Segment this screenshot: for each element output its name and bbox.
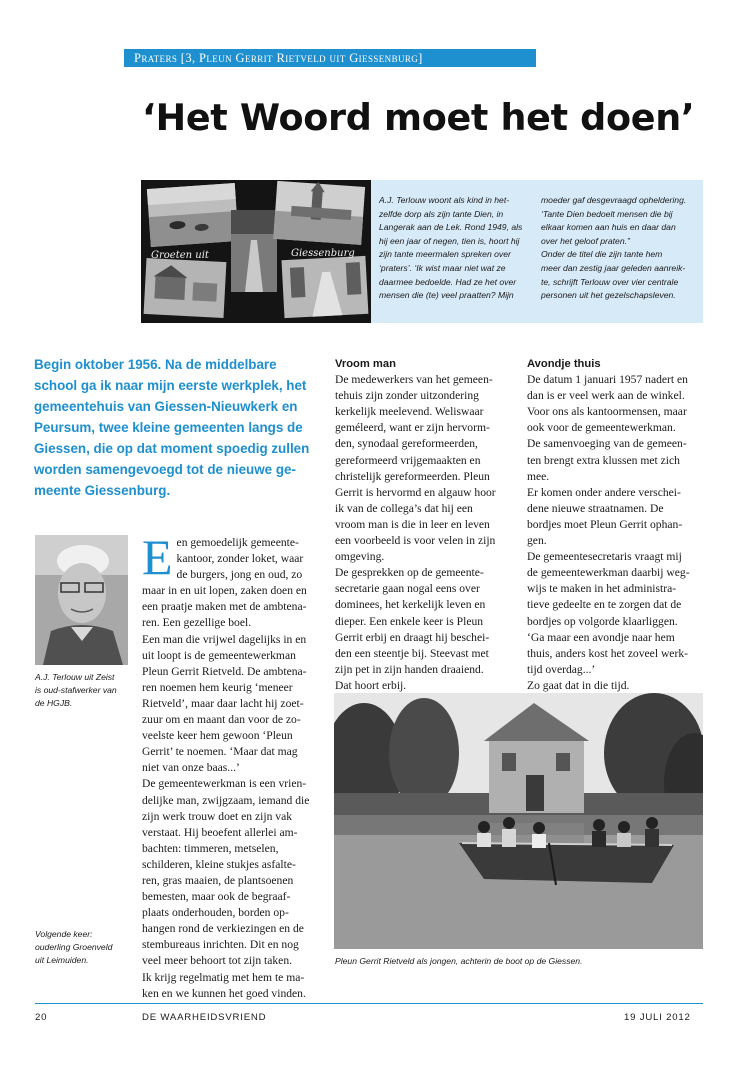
body-line: de gemeentewerkman daarbij weg- xyxy=(527,566,690,580)
body-line: plaats onderhouden, borden op- xyxy=(142,906,289,920)
body-line: De gemeentewerkman is een vrien- xyxy=(142,777,307,791)
portrait-caption xyxy=(35,671,135,710)
body-line: De medewerkers van het gemeen- xyxy=(335,373,493,387)
caption-column-1 xyxy=(379,194,529,303)
body-line: ook voor de gemeentewerkman. xyxy=(527,421,676,435)
body-line: De gemeentesecretaris vraagt mij xyxy=(527,550,682,564)
body-line: kerkelijk meelevend. Weliswaar xyxy=(335,405,484,419)
body-line: Rietveld’, maar daar lacht hij zoet- xyxy=(142,696,304,710)
body-line: De datum 1 januari 1957 nadert en xyxy=(527,373,688,387)
body-line: tehuis zijn zonder uitzondering xyxy=(335,389,479,403)
body-line: maar in en uit lopen, zaken doen en xyxy=(142,584,307,598)
issue-date: 19 JULI 2012 xyxy=(624,1012,691,1023)
caption-line: Onder de titel die zijn tante hem xyxy=(541,249,663,260)
body-line: geméleerd, want er zijn hervorm- xyxy=(335,421,490,435)
body-line: dieper. Een enkele keer is Pleun xyxy=(335,614,484,628)
body-line: tijd overdag...’ xyxy=(527,662,596,676)
next-episode-line: uit Leimuiden. xyxy=(35,955,89,965)
caption-line: Langerak aan de Lek. Rond 1949, als xyxy=(379,222,523,233)
body-line: Dat hoort erbij. xyxy=(335,678,407,692)
body-line: een voorbeeld is voor velen in zijn xyxy=(335,534,496,548)
boat-photo-illustration xyxy=(334,693,703,949)
portrait-illustration xyxy=(35,535,128,665)
postcard-text-right: Giessenburg xyxy=(291,248,355,259)
portrait-caption-line: de HGJB. xyxy=(35,698,73,708)
body-line: wijs te maken in het administra- xyxy=(527,582,677,596)
body-line: vroom man is die in leer en leven xyxy=(335,517,490,531)
body-line: delijke man, zwijgzaam, iemand die xyxy=(142,793,310,807)
dropcap: E xyxy=(142,529,173,585)
body-line: kantoor, zonder loket, waar xyxy=(176,552,304,566)
intro-line: gemeentehuis van Giessen-Nieuwkerk en xyxy=(34,399,298,414)
body-line: omgeving. xyxy=(335,550,385,564)
body-line: Gerrit is hervormd en algauw hoor xyxy=(335,485,496,499)
body-line: bordjes op volgorde klaarliggen. xyxy=(527,614,678,628)
author-portrait xyxy=(35,535,128,665)
postcard-illustration xyxy=(141,180,371,323)
body-line: en gemoedelijk gemeente- xyxy=(176,536,299,549)
intro-line: school ga ik naar mijn eerste werkplek, het xyxy=(34,378,307,393)
body-line: veelste keer hem gewoon ‘Pleun xyxy=(142,729,293,743)
body-line: De samenvoeging van de gemeen- xyxy=(527,437,687,451)
caption-line: zijn tante meermalen spreken over xyxy=(379,249,511,260)
subheading-vroom-man: Vroom man xyxy=(335,358,396,370)
intro-line: Begin oktober 1956. Na de middelbare xyxy=(34,357,277,372)
body-line: gereformeerd vrijgemaakten en xyxy=(335,453,481,467)
body-line: ren, gras maaien, de plantsoenen xyxy=(142,873,294,887)
body-column-2 xyxy=(335,356,507,694)
body-column-1 xyxy=(142,529,318,1002)
boat-photo-caption: Pleun Gerrit Rietveld als jongen, achterin de boot op de Giessen. xyxy=(335,956,583,966)
body-line: schilderen, kleine stukjes asfalte- xyxy=(142,857,296,871)
postcard-image xyxy=(141,180,371,323)
body-line: dan is er veel werk aan de winkel. xyxy=(527,389,685,403)
page-number: 20 xyxy=(35,1012,48,1023)
subheading-avondje-thuis: Avondje thuis xyxy=(527,358,601,370)
body-line: ik van de collega’s dat hij een xyxy=(335,501,473,515)
caption-column-2 xyxy=(541,194,691,303)
article-title: ‘Het Woord moet het doen’ xyxy=(142,96,695,139)
body-line: Er komen onder andere verschei- xyxy=(527,485,681,499)
body-line: verstaat. Hij beoefent allerlei am- xyxy=(142,825,298,839)
footer-rule xyxy=(35,1003,703,1004)
body-line: de burgers, jong en oud, zo xyxy=(176,568,303,582)
body-line: Ik krijg regelmatig met hem te ma- xyxy=(142,970,305,984)
body-line: zijn werk trouw doet en zijn vak xyxy=(142,809,293,823)
caption-line: elkaar komen aan huis en daar dan xyxy=(541,222,676,233)
intro-line: Giessen, die op dat moment spoedig zullen xyxy=(34,441,310,456)
body-line: ‘Ga maar een avondje naar hem xyxy=(527,630,675,644)
body-line: stembureaus inrichten. Dit en nog xyxy=(142,938,299,952)
caption-line: ‘Tante Dien bedoelt mensen die bij xyxy=(541,208,673,219)
body-line: bordjes moet Pleun Gerrit ophan- xyxy=(527,517,683,531)
body-line: uit loopt is de gemeentewerkman xyxy=(142,648,296,662)
next-episode-line: Volgende keer: xyxy=(35,929,93,939)
intro-line: meente Giessenburg. xyxy=(34,483,171,498)
caption-line: zelfde dorp als zijn tante Dien, in xyxy=(379,208,504,219)
body-line: den, synodaal gereformeerden, xyxy=(335,437,478,451)
body-line: secretarie gaan nogal eens over xyxy=(335,582,480,596)
body-line: Zo gaat dat in die tijd. xyxy=(527,678,630,692)
body-line: ken en we kunnen het goed vinden. xyxy=(142,986,306,1000)
portrait-caption-line: is oud-stafwerker van xyxy=(35,685,117,695)
body-line: veel meer behoort tot zijn taken. xyxy=(142,954,293,968)
body-line: Een man die vrijwel dagelijks in en xyxy=(142,632,307,646)
body-line: thuis, anders kost het zoveel werk- xyxy=(527,646,688,660)
body-line: ren noemen hem keurig ‘meneer xyxy=(142,680,293,694)
body-line: ten brengt extra klussen met zich xyxy=(527,453,680,467)
body-line: zijn pet in zijn handen draaiend. xyxy=(335,662,484,676)
body-column-3 xyxy=(527,356,703,694)
caption-line: personen uit het gezelschapsleven. xyxy=(541,290,676,301)
body-line: zuur om en maant dan voor de zo- xyxy=(142,713,301,727)
series-banner: Praters [3, Pleun Gerrit Rietveld uit Giessenburg] xyxy=(124,49,536,67)
body-line: niet van onze baas...’ xyxy=(142,761,240,775)
body-line: dene nieuwe straatnamen. De xyxy=(527,501,664,515)
magazine-name: DE WAARHEIDSVRIEND xyxy=(142,1012,267,1023)
intro-line: Peursum, twee kleine gemeenten langs de xyxy=(34,420,303,435)
body-line: Voor ons als kantoormensen, maar xyxy=(527,405,687,419)
body-line: gen. xyxy=(527,534,547,548)
intro-line: worden samengevoegd tot de nieuwe ge- xyxy=(34,462,296,477)
body-line: bachten: timmeren, metselen, xyxy=(142,841,279,855)
caption-line: hij een jaar of negen, tien is, hoort hij xyxy=(379,235,520,246)
boat-photo xyxy=(334,693,703,949)
body-line: een praatje maken met de ambtena- xyxy=(142,600,307,614)
body-line: mee. xyxy=(527,469,550,483)
body-line: tieve gedeelte en te zorgen dat de xyxy=(527,598,682,612)
intro-caption-box xyxy=(371,180,703,323)
caption-line: over het geloof praten.” xyxy=(541,235,630,246)
body-line: christelijk gereformeerden. Pleun xyxy=(335,469,490,483)
intro-paragraph xyxy=(34,354,314,501)
caption-line: te, schrijft Terlouw over vier centrale xyxy=(541,276,679,287)
portrait-caption-line: A.J. Terlouw uit Zeist xyxy=(35,672,115,682)
caption-line: daarmee bedoelde. Had ze het over xyxy=(379,276,517,287)
caption-line: ‘praters’. ‘Ik wist maar niet wat ze xyxy=(379,262,506,273)
body-line: bemesten, maar ook de begraaf- xyxy=(142,890,291,904)
body-line: dominees, het kerkelijk leven en xyxy=(335,598,486,612)
body-line: den een steentje bij. Steevast met xyxy=(335,646,489,660)
body-line: Gerrit erbij en draagt hij beschei- xyxy=(335,630,490,644)
body-line: Pleun Gerrit Rietveld. De ambtena- xyxy=(142,664,307,678)
next-episode-note xyxy=(35,928,135,967)
postcard-text-left: Groeten uit xyxy=(151,250,209,261)
body-line: ren. Een gezellige boel. xyxy=(142,616,252,630)
caption-line: mensen die (te) veel praatten? Mijn xyxy=(379,290,514,301)
caption-line: A.J. Terlouw woont als kind in het- xyxy=(379,195,510,205)
next-episode-line: ouderling Groenveld xyxy=(35,942,113,952)
caption-line: meer dan zestig jaar geleden aanreik- xyxy=(541,262,686,273)
body-line: Gerrit’ te noemen. ‘Maar dat mag xyxy=(142,745,298,759)
body-line: hangen rond de verkiezingen en de xyxy=(142,922,304,936)
caption-line: moeder gaf desgevraagd opheldering. xyxy=(541,195,687,205)
body-line: De gesprekken op de gemeente- xyxy=(335,566,484,580)
